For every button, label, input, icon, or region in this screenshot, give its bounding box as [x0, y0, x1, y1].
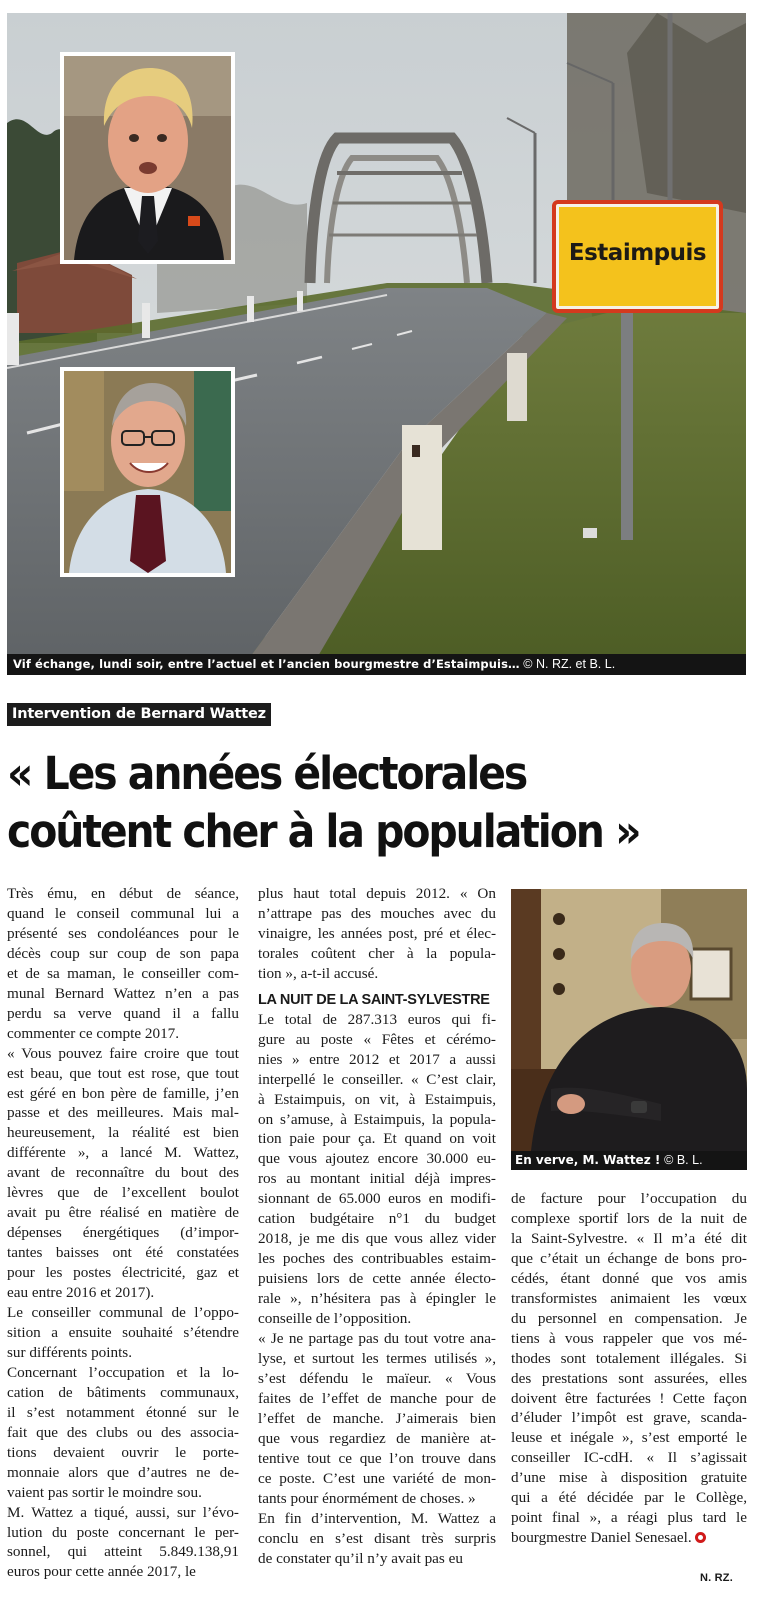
text-line: « Vous pouvez faire croire que tout	[7, 1044, 239, 1062]
text-line: de facture pour l’occupation du	[511, 1190, 747, 1207]
side-photo-caption-text: En verve, M. Wattez !	[515, 1153, 661, 1167]
article-headline	[7, 745, 691, 861]
text-line: tiens à vous rappeler que vos mé-	[511, 1329, 747, 1347]
text-line: cation de bâtiments communaux,	[7, 1383, 239, 1401]
text-line: sionnant de 65.000 euros en modifi-	[258, 1190, 496, 1208]
side-photo-caption	[511, 1151, 747, 1170]
text-line: conseiller IC-cdH. « Il s’agissait	[511, 1449, 747, 1467]
text-line: différente », a lancé M. Wattez,	[7, 1144, 239, 1162]
text-line: euros pour cette année 2017, le	[7, 1563, 196, 1581]
article-kicker: Intervention de Bernard Wattez	[7, 703, 271, 726]
portrait-man-blond-illustration	[64, 56, 231, 260]
text-line: vinaigre, les années post, pré et élec-	[258, 924, 496, 942]
text-line: bourgmestre Daniel Senesael.	[511, 1528, 747, 1548]
text-line: commenter ce compte 2017.	[7, 1024, 180, 1042]
text-line: transformistes animaient les vœux	[511, 1289, 747, 1307]
text-line: doivent être facturées ! Cette façon	[511, 1389, 747, 1407]
headline-line-2: coûtent cher à la population »	[7, 805, 640, 858]
text-line: avait pu être réalisé en matière de	[7, 1204, 239, 1222]
portrait-seated-man-illustration	[511, 889, 747, 1151]
text-line: n’attrape pas des mouches avec du	[258, 904, 496, 922]
article-column-2	[258, 884, 496, 1568]
text-line: à Estaimpuis, on vit, à Estaimpuis,	[258, 1090, 496, 1108]
text-line: conseille de l’opposition.	[258, 1310, 412, 1328]
road-sign-text: Estaimpuis	[568, 240, 707, 266]
text-line: la Saint-Sylvestre. « Il m’a été dit	[511, 1229, 747, 1247]
text-line: d’une mise à disposition gratuite	[511, 1469, 747, 1487]
column-2-text-intro	[258, 884, 496, 984]
text-line: torales coûtent cher à la popula-	[258, 944, 496, 962]
text-line: tentive tout ce que l’on trouve dans	[258, 1449, 496, 1467]
text-line: M. Wattez a tiqué, aussi, sur l’évo-	[7, 1503, 239, 1521]
text-line: quand le conseil communal lui a	[7, 904, 239, 922]
estaimpuis-road-sign	[552, 200, 723, 313]
author-signature: N. RZ.	[700, 1572, 733, 1584]
text-line: qui a été décidée par le Collège,	[511, 1489, 747, 1507]
text-line: est beau, que tout est rose, que tout	[7, 1064, 239, 1082]
text-line: 2018, je me dis que vous allez vider	[258, 1230, 496, 1248]
text-line: lution du poste concernant le per-	[7, 1523, 239, 1541]
portrait-former-mayor	[60, 367, 235, 577]
text-line: perdu sa verve quand il a fallu	[7, 1004, 239, 1022]
portrait-man-glasses-illustration	[64, 371, 231, 573]
article-column-3	[511, 1189, 747, 1548]
text-line: sur différents points.	[7, 1343, 133, 1361]
column-2-text-main	[258, 1010, 496, 1569]
text-line: des prestations sont assurées, elles	[511, 1369, 747, 1387]
text-line: d’éluder l’impôt est grave, scanda-	[511, 1409, 747, 1427]
text-line: nies » entre 2012 et 2017 a aussi	[258, 1050, 496, 1068]
text-line: et de sa maman, le conseiller com-	[7, 964, 239, 982]
text-line: les poches des contribuables estaim-	[258, 1250, 496, 1268]
text-line: leuse et inégale », s’est emporté le	[511, 1429, 747, 1447]
text-line: complexe sportif lors de la nuit de	[511, 1209, 747, 1227]
text-line: cation budgétaire n°1 du budget	[258, 1210, 496, 1228]
text-line: Très ému, en début de séance,	[7, 885, 239, 902]
text-line: il s’est notamment étonné sur le	[7, 1403, 239, 1421]
side-photo-credit: © B. L.	[664, 1153, 703, 1167]
photo-caption	[7, 654, 746, 675]
text-line: « Je ne partage pas du tout votre ana-	[258, 1330, 496, 1348]
text-line: point final », a réagi plus tard le	[511, 1509, 747, 1527]
text-line: faites de l’effet de manche pour de	[258, 1389, 496, 1407]
text-line: que vous ajoutez encore 30.000 eu-	[258, 1150, 496, 1168]
text-line: de constater qu’il n’y avait pas eu	[258, 1549, 463, 1567]
text-line: Le total de 287.313 euros qui fi-	[258, 1010, 496, 1028]
column-3-text	[511, 1189, 747, 1548]
text-line: gure au poste « Fêtes et cérémo-	[258, 1030, 496, 1048]
text-line: En fin d’intervention, M. Wattez a	[258, 1509, 496, 1527]
text-line: conclu en s’est disant très surpris	[258, 1529, 496, 1547]
text-line: sonnel, qui atteint 5.849.138,91	[7, 1543, 239, 1561]
text-line: présenté ses condoléances pour le	[7, 924, 239, 942]
text-line: puisiens lors de cette année électo-	[258, 1270, 496, 1288]
text-line: on s’amuse, à Estaimpuis, la popula-	[258, 1110, 496, 1128]
text-line: plus haut total depuis 2012. « On	[258, 885, 496, 902]
text-line: Concernant l’occupation et la lo-	[7, 1363, 239, 1381]
text-line: Le conseiller communal de l’oppo-	[7, 1304, 239, 1322]
side-photo-wattez	[511, 889, 747, 1151]
article-end-icon	[695, 1532, 706, 1543]
column-1-text	[7, 884, 239, 1582]
text-line: tion », a-t-il accusé.	[258, 964, 379, 982]
text-line: ce poste. C’est une variété de mon-	[258, 1469, 496, 1487]
headline-line-1: « Les années électorales	[7, 747, 527, 800]
article-column-1	[7, 884, 239, 1582]
text-line: heureusement, la réalité est bien	[7, 1124, 239, 1142]
text-line: est géré en bon père de famille, j’en	[7, 1084, 239, 1102]
text-line: ros au montant initial déjà impres-	[258, 1170, 496, 1188]
text-line: du personnel en compensation. Je	[511, 1309, 747, 1327]
text-line: avant de reconnaître du bout des	[7, 1164, 239, 1182]
text-line: l’effet de manche. J’aimerais bien	[258, 1409, 496, 1427]
text-line: fait que des clubs ou des associa-	[7, 1423, 239, 1441]
text-line: tants pour énormément de choses. »	[258, 1489, 476, 1507]
text-line: sition a ensuite souhaité s’étendre	[7, 1323, 239, 1341]
text-line: pour les postes électricité, gaz et	[7, 1264, 239, 1282]
photo-caption-text: Vif échange, lundi soir, entre l’actuel et l’ancien bourgmestre d’Estaimpuis…	[13, 657, 520, 671]
text-line: lèvres que de l’excellent boulot	[7, 1184, 239, 1202]
text-line: décès coup sur coup de son papa	[7, 944, 239, 962]
text-line: passe et des meilleures. Mais mal-	[7, 1104, 239, 1122]
photo-credit: © N. RZ. et B. L.	[523, 657, 616, 671]
portrait-current-mayor	[60, 52, 235, 264]
text-line: s’est défendu le maïeur. « Vous	[258, 1369, 496, 1387]
text-line: monnaie alors que d’autres ne de-	[7, 1463, 239, 1481]
text-line: thodes sont totalement illégales. Si	[511, 1349, 747, 1367]
text-line: tions devaient ouvrir le porte-	[7, 1443, 239, 1461]
text-line: munal Bernard Wattez n’en a pas	[7, 984, 239, 1002]
text-line: cédés, étant donné que vos amis	[511, 1269, 747, 1287]
text-line: tion paie pour ça. Et quand on voit	[258, 1130, 496, 1148]
text-line: eau entre 2016 et 2017).	[7, 1284, 155, 1302]
text-line: lyse, et surtout les termes utilisés »,	[258, 1349, 496, 1367]
text-line: dépenses énergétiques (d’impor-	[7, 1224, 239, 1242]
text-line: vaient pas sortir le moindre sou.	[7, 1483, 202, 1501]
text-line: que c’était un échange de bons pro-	[511, 1249, 747, 1267]
text-line: que vous regardiez de manière at-	[258, 1429, 496, 1447]
article-subheading: LA NUIT DE LA SAINT-SYLVESTRE	[258, 991, 490, 1008]
text-line: rale », n’hésitera pas à épingler le	[258, 1290, 496, 1308]
text-line: interpellé le conseiller. « C’est clair,	[258, 1070, 496, 1088]
text-line: tantes baisses ont été constatées	[7, 1244, 239, 1262]
